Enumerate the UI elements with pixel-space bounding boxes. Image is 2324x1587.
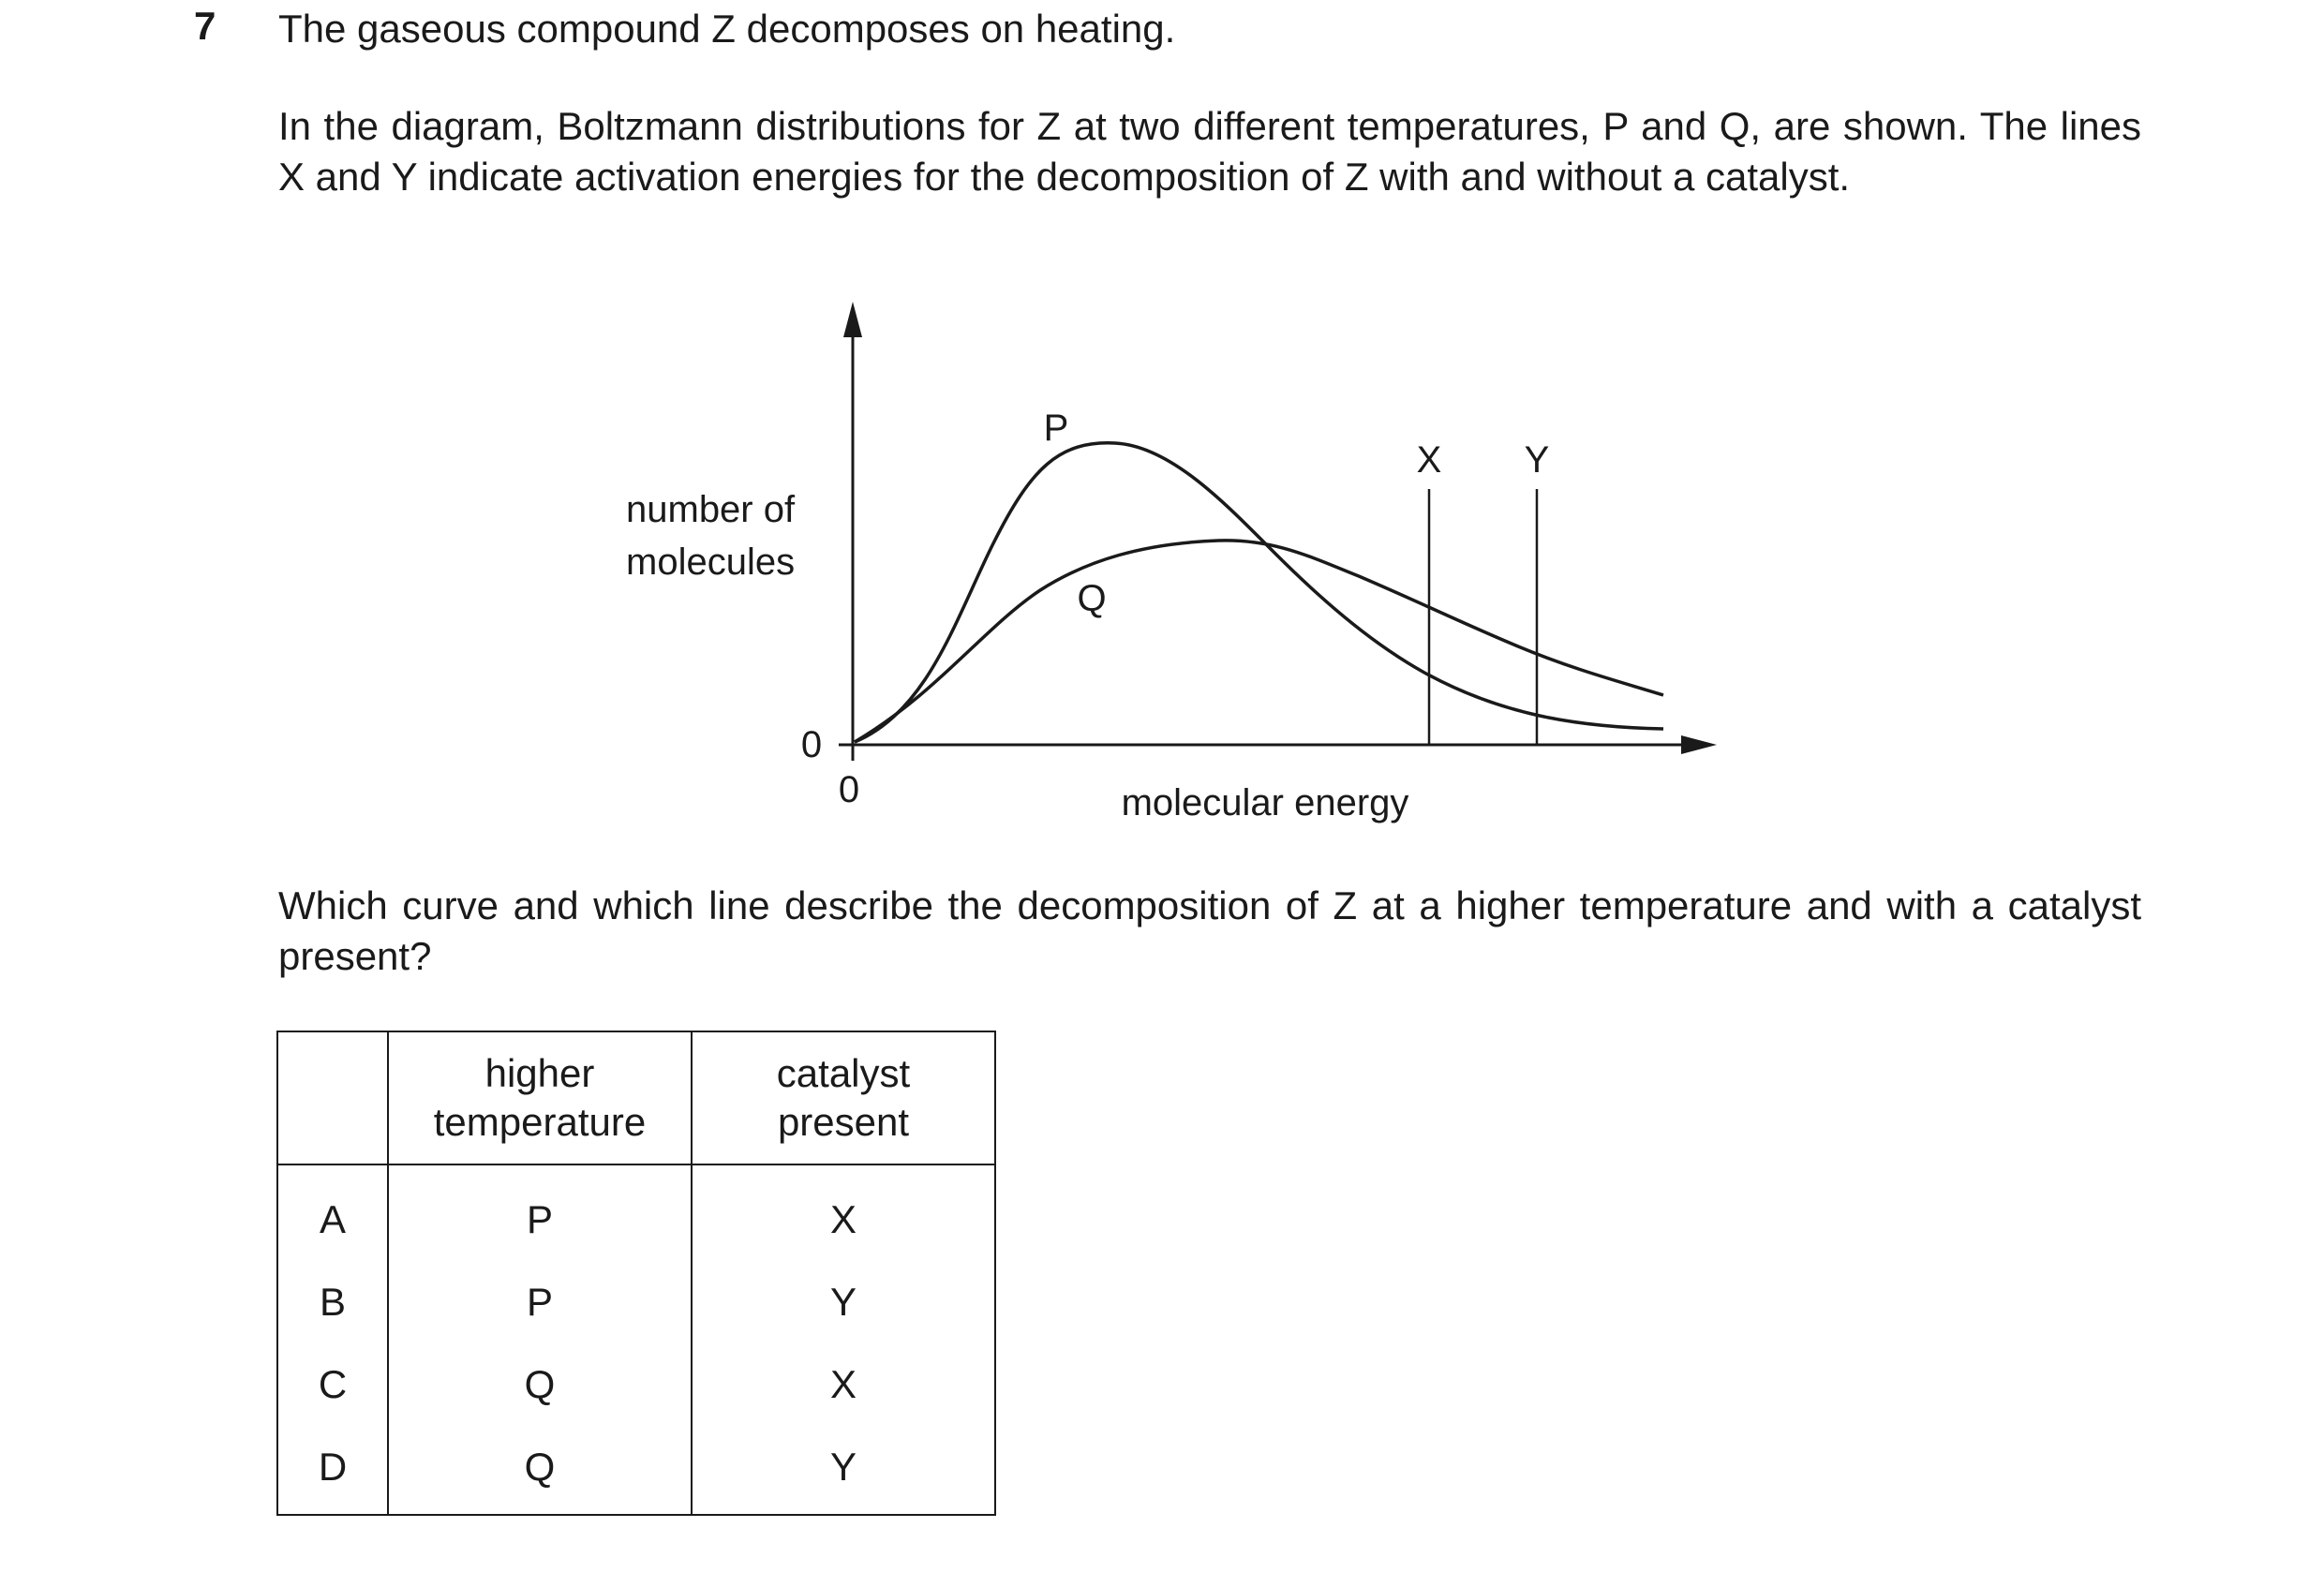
header-catalyst-present (692, 1031, 995, 1164)
question-number: 7 (194, 4, 216, 48)
curve-q-label: Q (1077, 578, 1107, 619)
y-axis-label-line1: number of (626, 489, 796, 530)
x-origin-label: 0 (838, 769, 860, 810)
question-description: In the diagram, Boltzmann distributions for Z at two different temperatures, P and Q, are shown. The lines X and Y indicate activation energies for the decomposition of Z with and without a catalyst. (278, 104, 2141, 199)
table-row (277, 1426, 995, 1515)
option-temperature: Q (388, 1426, 692, 1515)
header-temperature-line1: higher (484, 1051, 595, 1095)
question-prompt: Which curve and which line describe the decomposition of Z at a higher temperature and with a catalyst present? (278, 883, 2141, 978)
table-row (277, 1261, 995, 1343)
curve-p (855, 443, 1663, 742)
option-letter: C (277, 1343, 388, 1426)
header-catalyst-line1: catalyst (776, 1051, 911, 1095)
question-intro: The gaseous compound Z decomposes on heating. (278, 7, 1176, 51)
header-higher-temperature (388, 1031, 692, 1164)
line-x-label: X (1416, 439, 1442, 481)
option-catalyst: X (692, 1164, 995, 1261)
y-origin-label: 0 (800, 724, 823, 765)
option-catalyst: X (692, 1343, 995, 1426)
header-catalyst-line2: present (777, 1100, 910, 1144)
table-header-row (277, 1031, 995, 1164)
option-letter: A (277, 1164, 388, 1261)
option-letter: D (277, 1426, 388, 1515)
header-temperature-line2: temperature (433, 1100, 647, 1144)
table-row (277, 1164, 995, 1261)
answer-options-table (276, 1031, 996, 1516)
x-axis-arrowhead (1681, 735, 1717, 754)
option-catalyst: Y (692, 1261, 995, 1343)
option-temperature: P (388, 1164, 692, 1261)
option-temperature: Q (388, 1343, 692, 1426)
table-row (277, 1343, 995, 1426)
header-blank-cell (277, 1031, 388, 1164)
y-axis-label-line2: molecules (626, 541, 796, 583)
x-axis-label: molecular energy (1121, 782, 1409, 823)
option-temperature: P (388, 1261, 692, 1343)
curve-q (855, 541, 1663, 742)
curve-p-label: P (1043, 408, 1069, 449)
option-catalyst: Y (692, 1426, 995, 1515)
y-axis-arrowhead (843, 302, 862, 337)
option-letter: B (277, 1261, 388, 1343)
line-y-label: Y (1524, 439, 1550, 481)
